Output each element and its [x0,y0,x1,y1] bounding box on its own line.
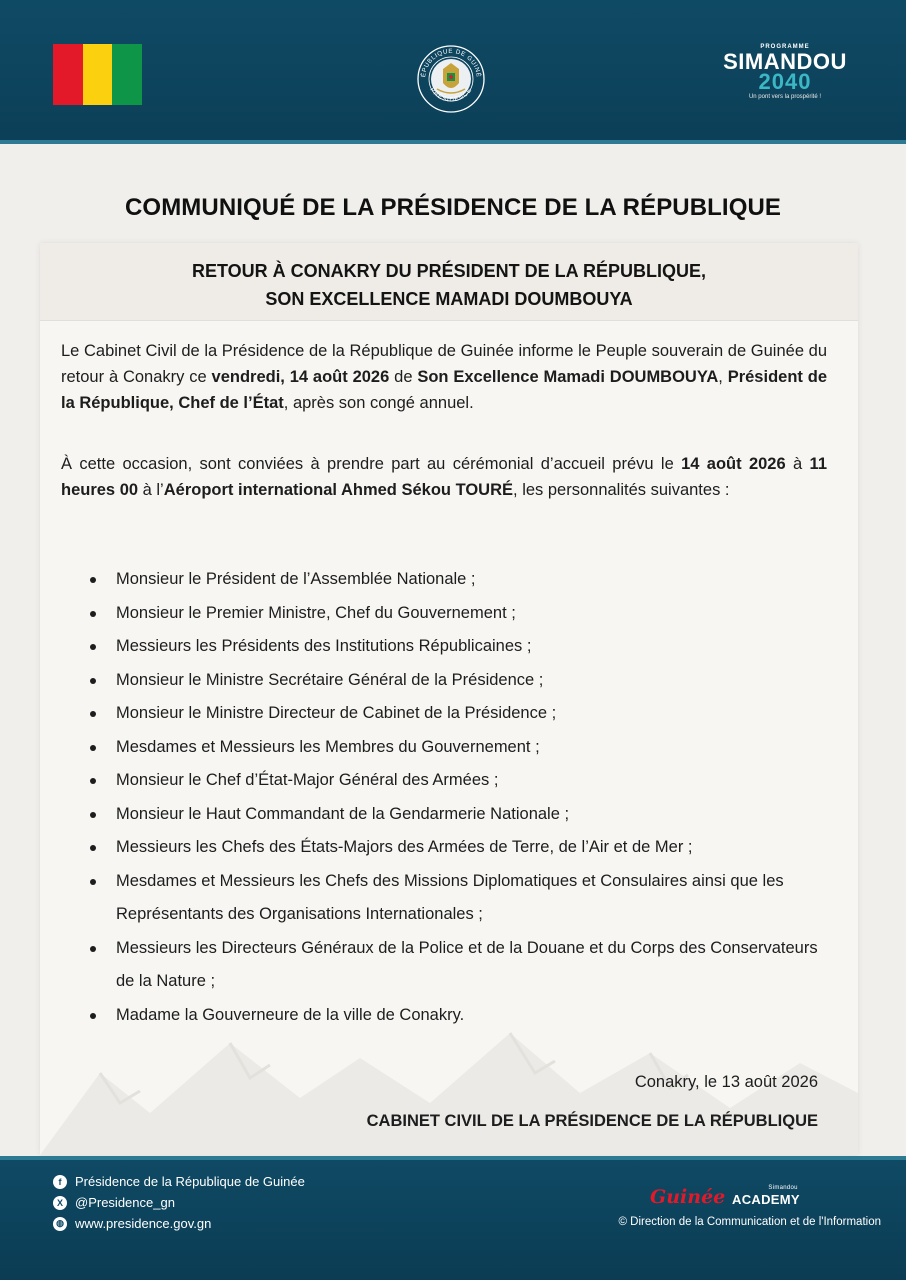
intro-text-2: de [389,368,418,386]
simandou-tagline: Un pont vers la prospérité ! [748,94,822,100]
flag-green-stripe [112,44,142,105]
ceremony-location: Aéroport international Ahmed Sékou TOURÉ [163,481,514,499]
intro-paragraph [61,338,827,416]
globe-icon: ◍ [53,1217,67,1231]
list-item: Messieurs les Chefs des États-Majors des Armées de Terre, de l’Air et de Mer ; [87,831,832,865]
simandou-programme-label: PROGRAMME [760,44,810,50]
communique-subtitle [40,243,858,321]
ceremony-text-2: à [785,455,810,473]
signature-place-date: Conakry, le 13 août 2026 [634,1073,818,1091]
copyright-notice: © Direction de la Communication et de l'Information [618,1216,881,1228]
flag-red-stripe [53,44,83,105]
website-label: www.presidence.gov.gn [75,1216,212,1231]
header-banner [0,0,906,144]
list-item: Monsieur le Premier Ministre, Chef du Gouvernement ; [87,597,832,631]
intro-text-4: , après son congé annuel. [283,394,474,412]
list-item: Monsieur le Ministre Secrétaire Général de la Présidence ; [87,664,832,698]
footer-banner [0,1156,906,1280]
intro-function: Président de la République, Chef de l’État [61,368,827,412]
list-item: Messieurs les Présidents des Institutions Républicaines ; [87,630,832,664]
x-link[interactable] [53,1192,305,1213]
list-item: Monsieur le Haut Commandant de la Gendarmerie Nationale ; [87,798,832,832]
ceremony-date: 14 août 2026 [681,455,786,473]
page-title: COMMUNIQUÉ DE LA PRÉSIDENCE DE LA RÉPUBLIQUE [125,194,781,221]
seal-bottom-text: PRÉSIDENCE [428,86,474,104]
intro-text-1: Le Cabinet Civil de la Présidence de la République de Guinée informe le Peuple souverain de Guinée du retour à Conakry ce [61,342,827,386]
facebook-label: Présidence de la République de Guinée [75,1174,305,1189]
invitees-list [87,563,832,1032]
simandou-academy-logo [732,1185,800,1207]
presidency-seal [403,31,499,127]
footer-logos [650,1184,870,1214]
list-item: Monsieur le Président de l’Assemblée Nationale ; [87,563,832,597]
list-item: Mesdames et Messieurs les Membres du Gouvernement ; [87,731,832,765]
guinee-logo: Guinée [650,1186,726,1208]
simandou-2040-logo [700,44,870,114]
facebook-link[interactable] [53,1171,305,1192]
ceremony-text-1: À cette occasion, sont conviées à prendre part au cérémonial d’accueil prévu le [61,455,682,473]
academy-small-label: Simandou [768,1185,798,1191]
x-label: @Presidence_gn [75,1195,175,1210]
ceremony-text-4: , les personnalités suivantes : [513,481,730,499]
x-icon: X [53,1196,67,1210]
list-item: Mesdames et Messieurs les Chefs des Missions Diplomatiques et Consulaires ainsi que les Représentants des Organisations Internationales ; [87,865,832,932]
intro-text-3: , [718,368,728,386]
ceremony-time: 11 heures 00 [61,455,827,499]
guinea-flag [53,44,142,105]
ceremony-paragraph [61,451,827,503]
academy-label: ACADEMY [732,1192,800,1207]
flag-yellow-stripe [83,44,113,105]
simandou-year: 2040 [758,69,812,94]
list-item: Monsieur le Chef d’État-Major Général des Armées ; [87,764,832,798]
subtitle-line-2: SON EXCELLENCE MAMADI DOUMBOUYA [265,289,633,309]
list-item: Monsieur le Ministre Directeur de Cabinet de la Présidence ; [87,697,832,731]
simandou-name: SIMANDOU [723,49,847,74]
website-link[interactable] [53,1213,305,1234]
seal-top-text: ÉPUBLIQUE DE GUINÉ [420,47,483,78]
list-item: Messieurs les Directeurs Généraux de la Police et de la Douane et du Corps des Conservateurs de la Nature ; [87,932,832,999]
ceremony-text-3: à l’ [138,481,164,499]
facebook-icon: f [53,1175,67,1189]
social-links [53,1171,305,1234]
communique-card [40,243,858,1155]
signature-organization: CABINET CIVIL DE LA PRÉSIDENCE DE LA RÉPUBLIQUE [366,1112,818,1130]
subtitle-line-1: RETOUR À CONAKRY DU PRÉSIDENT DE LA RÉPUBLIQUE, [191,261,707,281]
intro-person: Son Excellence Mamadi DOUMBOUYA [417,368,719,386]
list-item: Madame la Gouverneure de la ville de Conakry. [87,999,832,1033]
intro-date: vendredi, 14 août 2026 [211,368,390,386]
